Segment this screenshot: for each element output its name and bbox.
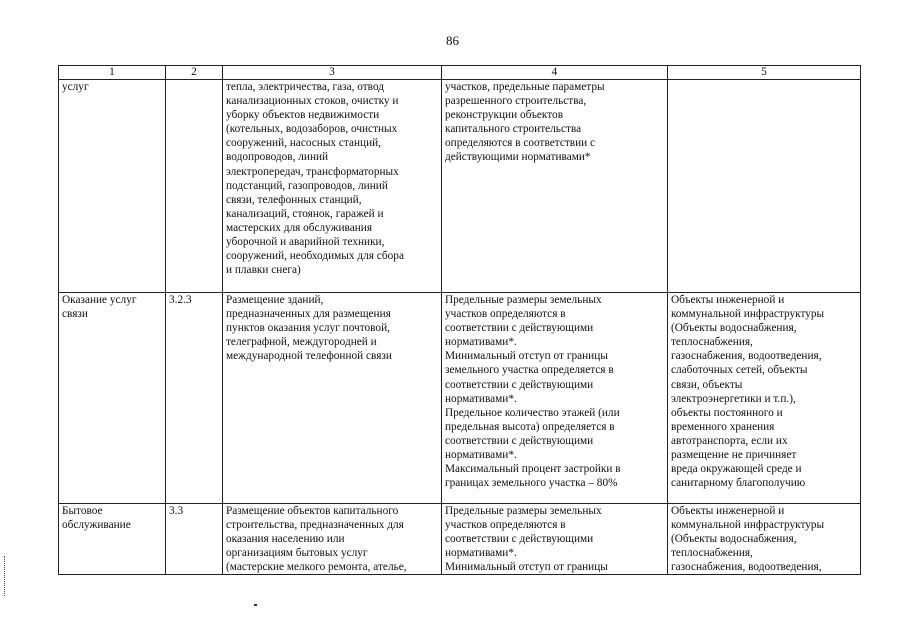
- cell-text-line: земельного участка определяется в: [445, 364, 614, 377]
- cell-text-line: (котельных, водозаборов, очистных: [226, 123, 398, 136]
- cell-text-line: Предельные размеры земельных: [445, 294, 602, 306]
- cell-text-line: Размещение объектов капитального: [226, 505, 399, 517]
- cell-text-line: временного хранения: [671, 420, 775, 433]
- table-row: [59, 504, 861, 575]
- table-row: [59, 293, 861, 504]
- cell-text-line: уборочной и аварийной техники,: [226, 236, 385, 249]
- cell-text-line: газоснабжения, водоотведения,: [671, 350, 822, 363]
- cell-text-line: нормативами*.: [445, 449, 517, 462]
- cell-auxiliary-uses: [668, 504, 861, 575]
- page-number: 86: [446, 33, 459, 48]
- cell-text-line: Предельное количество этажей (или: [445, 406, 620, 419]
- header-col-5: 5: [668, 66, 861, 80]
- cell-text-line: нормативами*.: [445, 547, 517, 560]
- header-row: [59, 66, 861, 80]
- cell-text-line: коммунальной инфраструктуры: [671, 519, 825, 532]
- cell-parameters: [442, 504, 668, 575]
- cell-description: [223, 504, 442, 575]
- cell-text-line: пунктов оказания услуг почтовой,: [226, 322, 390, 335]
- cell-text-line: международной телефонной связи: [226, 350, 392, 363]
- cell-text-line: Предельные размеры земельных: [445, 505, 602, 517]
- cell-text-line: связи: [62, 308, 88, 321]
- cell-text-line: участков определяются в: [445, 308, 566, 321]
- cell-text-line: газоснабжения, водоотведения,: [671, 561, 822, 574]
- cell-text-line: электропередач, трансформаторных: [226, 165, 399, 178]
- cell-text-line: сооружений, необходимых для сбора: [226, 250, 404, 263]
- cell-text-line: водопроводов, линий: [226, 151, 329, 164]
- cell-text-line: мастерских для обслуживания: [226, 221, 373, 234]
- cell-text-line: канализаций, стоянок, гаражей и: [226, 207, 384, 220]
- cell-text-line: 3.2.3: [169, 294, 192, 306]
- cell-text-line: соответствии с действующими: [445, 378, 594, 391]
- cell-text-line: Бытовое: [62, 505, 103, 517]
- cell-text-line: соответствии с действующими: [445, 533, 594, 546]
- cell-text-line: подстанций, газопроводов, линий: [226, 179, 388, 192]
- cell-text-line: (Объекты водоснабжения,: [671, 533, 797, 546]
- cell-text-line: связи, телефонных станций,: [226, 193, 362, 206]
- cell-text-line: коммунальной инфраструктуры: [671, 308, 825, 321]
- cell-text-line: (Объекты водоснабжения,: [671, 322, 797, 335]
- cell-text-line: санитарному благополучию: [671, 477, 806, 490]
- cell-land-use-type: [59, 80, 166, 293]
- cell-text-line: Объекты инженерной и: [671, 294, 785, 306]
- cell-text-line: строительства, предназначенных для: [226, 519, 404, 532]
- header-col-3: 3: [223, 66, 442, 80]
- cell-text-line: вреда окружающей среде и: [671, 463, 802, 476]
- cell-text-line: границах земельного участка – 80%: [445, 477, 618, 490]
- cell-text-line: связи, объекты: [671, 378, 743, 391]
- cell-text-line: капитального строительства: [445, 123, 582, 136]
- cell-code: [166, 80, 223, 293]
- cell-text-line: оказания населению или: [226, 533, 345, 546]
- cell-parameters: [442, 293, 668, 504]
- cell-text-line: услуг: [62, 81, 89, 93]
- cell-auxiliary-uses: [668, 80, 861, 293]
- cell-text-line: реконструкции объектов: [445, 109, 564, 122]
- cell-text-line: участков определяются в: [445, 519, 566, 532]
- cell-text-line: сооружений, насосных станций,: [226, 137, 382, 150]
- header-col-4: 4: [442, 66, 668, 80]
- cell-text-line: тепла, электричества, газа, отвод: [226, 81, 385, 93]
- cell-text-line: теплоснабжения,: [671, 547, 753, 560]
- cell-text-line: объекты постоянного и: [671, 406, 783, 419]
- cell-text-line: нормативами*.: [445, 392, 517, 405]
- cell-text-line: и плавки снега): [226, 264, 301, 277]
- cell-text-line: Размещение зданий,: [226, 294, 324, 306]
- cell-text-line: размещение не причиняет: [671, 449, 797, 462]
- cell-text-line: участков, предельные параметры: [445, 81, 605, 93]
- cell-code: [166, 293, 223, 504]
- cell-description: [223, 293, 442, 504]
- cell-text-line: определяются в соответствии с: [445, 137, 596, 150]
- cell-text-line: предназначенных для размещения: [226, 308, 391, 321]
- cell-text-line: разрешенного строительства,: [445, 95, 587, 108]
- cell-text-line: соответствии с действующими: [445, 434, 594, 447]
- cell-text-line: 3.3: [169, 505, 184, 517]
- cell-parameters: [442, 80, 668, 293]
- cell-land-use-type: [59, 504, 166, 575]
- header-col-2: 2: [166, 66, 223, 80]
- cell-text-line: предельная высота) определяется в: [445, 420, 615, 433]
- cell-text-line: действующими нормативами*: [445, 151, 591, 164]
- cell-auxiliary-uses: [668, 293, 861, 504]
- cell-text-line: Максимальный процент застройки в: [445, 463, 621, 476]
- cell-text-line: организациям бытовых услуг: [226, 547, 368, 560]
- header-col-1: 1: [59, 66, 166, 80]
- cell-text-line: уборку объектов недвижимости: [226, 109, 380, 122]
- cell-text-line: слаботочных сетей, объекты: [671, 364, 808, 377]
- cell-text-line: соответствии с действующими: [445, 322, 594, 335]
- cell-text-line: телеграфной, междугородней и: [226, 336, 377, 349]
- regulation-table: [58, 65, 861, 575]
- table-row: [59, 80, 861, 293]
- cell-text-line: теплоснабжения,: [671, 336, 753, 349]
- cell-text-line: обслуживание: [62, 519, 131, 532]
- cell-text-line: Минимальный отступ от границы: [445, 561, 608, 574]
- cell-text-line: Минимальный отступ от границы: [445, 350, 608, 363]
- cell-text-line: автотранспорта, если их: [671, 434, 788, 447]
- cell-text-line: электроэнергетики и т.п.),: [671, 392, 796, 405]
- cell-text-line: Оказание услуг: [62, 294, 137, 306]
- cell-land-use-type: [59, 293, 166, 504]
- scan-dot-mark: [254, 604, 257, 606]
- scan-margin-mark: [4, 556, 7, 596]
- cell-code: [166, 504, 223, 575]
- cell-text-line: канализационных стоков, очистку и: [226, 95, 399, 108]
- cell-text-line: Объекты инженерной и: [671, 505, 785, 517]
- cell-description: [223, 80, 442, 293]
- cell-text-line: нормативами*.: [445, 336, 517, 349]
- cell-text-line: (мастерские мелкого ремонта, ателье,: [226, 561, 407, 574]
